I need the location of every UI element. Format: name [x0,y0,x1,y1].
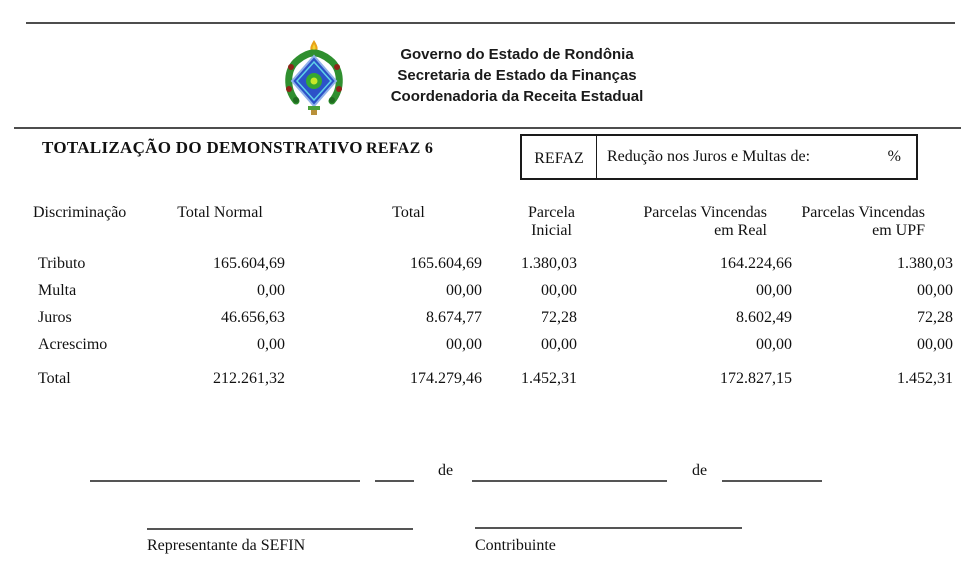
year-blank-line [722,480,822,482]
cell-vincendas-real: 00,00 [756,336,792,353]
date-separator-de: de [438,462,454,479]
sefin-signature-line [147,528,413,530]
cell-total-normal: 165.604,69 [213,255,285,272]
col-header-text: em Real [714,222,767,239]
cell-total-normal: 46.656,63 [221,309,285,326]
cell-parcela-inicial: 1.452,31 [521,370,577,387]
row-label: Total [38,370,71,387]
row-label: Acrescimo [38,336,108,353]
cell-total: 00,00 [446,282,482,299]
day-blank-line [375,480,414,482]
refaz-box-label: REFAZ [534,149,584,167]
col-header-text: Total Normal [177,204,263,221]
contribuinte-signature-label: Contribuinte [475,537,556,554]
rondonia-coat-of-arms-logo [283,40,345,115]
col-header-total-normal [150,200,290,256]
contribuinte-signature-line [475,527,742,529]
refaz-reduction-box [520,134,918,180]
cell-total: 8.674,77 [426,309,482,326]
col-header-text: Parcelas Vincendas [801,204,925,221]
cell-vincendas-upf: 1.380,03 [897,255,953,272]
col-header-discriminacao [0,200,150,256]
masthead [283,40,663,115]
cell-vincendas-upf: 00,00 [917,336,953,353]
date-separator-de: de [692,462,708,479]
col-header-text: Discriminação [33,204,127,221]
col-header-parcela-inicial [487,200,582,256]
row-label: Juros [38,309,72,326]
col-header-vincendas-real [582,200,797,256]
top-rule [26,22,955,24]
col-header-text: Parcelas Vincendas [643,204,767,221]
month-blank-line [472,480,667,482]
col-header-text: em UPF [872,222,925,239]
org-line-secretariat: Secretaria de Estado da Finanças [397,67,637,84]
table-row-acrescimo [0,337,958,364]
row-label: Multa [38,282,77,299]
cell-total-normal: 0,00 [257,336,285,353]
col-header-text: Total [392,204,425,221]
cell-parcela-inicial: 00,00 [541,282,577,299]
table-row-tributo [0,256,958,283]
page-title: TOTALIZAÇÃO DO DEMONSTRATIVO [42,138,363,157]
cell-total: 174.279,46 [410,370,482,387]
org-line-government: Governo do Estado de Rondônia [400,46,634,63]
sefin-signature-label: Representante da SEFIN [147,537,306,554]
table-row-total [0,364,958,391]
city-blank-line [90,480,360,482]
table-row-juros [0,310,958,337]
cell-parcela-inicial: 72,28 [541,309,577,326]
refaz-box-divider [596,136,597,178]
cell-total: 00,00 [446,336,482,353]
cell-vincendas-real: 00,00 [756,282,792,299]
title-rule [14,127,961,129]
cell-total-normal: 212.261,32 [213,370,285,387]
cell-vincendas-real: 172.827,15 [720,370,792,387]
table-header-row [0,200,958,256]
col-header-text: Parcela [527,204,576,221]
cell-parcela-inicial: 00,00 [541,336,577,353]
cell-total-normal: 0,00 [257,282,285,299]
government-header [371,44,663,107]
col-header-vincendas-upf [797,200,958,256]
org-line-coordination: Coordenadoria da Receita Estadual [390,88,644,105]
totals-table [0,200,958,391]
cell-vincendas-upf: 1.452,31 [897,370,953,387]
cell-vincendas-upf: 00,00 [917,282,953,299]
cell-total: 165.604,69 [410,255,482,272]
col-header-total [290,200,487,256]
cell-vincendas-real: 164.224,66 [720,255,792,272]
row-label: Tributo [38,255,86,272]
reduction-label: Redução nos Juros e Multas de: [607,148,811,165]
col-header-text: Inicial [531,222,572,239]
table-row-multa [0,283,958,310]
cell-vincendas-upf: 72,28 [917,309,953,326]
program-name: REFAZ 6 [366,140,434,157]
cell-parcela-inicial: 1.380,03 [521,255,577,272]
percent-sign: % [887,148,901,165]
cell-vincendas-real: 8.602,49 [736,309,792,326]
